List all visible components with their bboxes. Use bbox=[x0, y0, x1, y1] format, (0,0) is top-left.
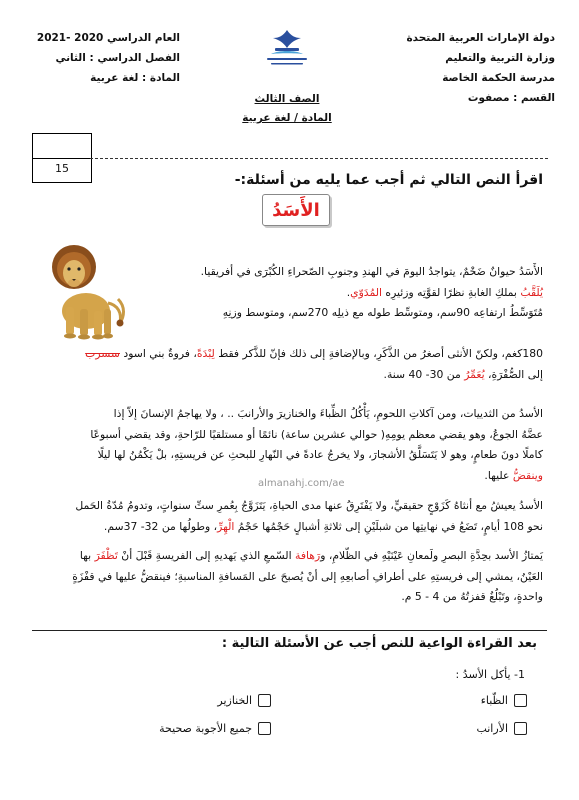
paragraph-1-cont bbox=[28, 344, 543, 385]
p1-line-5-end: من 30- 40 سنة. bbox=[383, 367, 465, 381]
p4-line-1-end: بها bbox=[79, 549, 95, 562]
p1-line-4-mid: ، فروةٌ بني اسود bbox=[119, 347, 197, 360]
option-gazelles-label: الظّباء bbox=[480, 694, 508, 707]
word-yulaqqab: يُلَقَّبُ bbox=[520, 285, 543, 299]
header-subject: المادة : لغة عربية bbox=[90, 72, 180, 84]
word-rahafa: رَهافة bbox=[295, 549, 321, 562]
option-gazelles[interactable] bbox=[481, 694, 527, 707]
header-center bbox=[232, 93, 342, 124]
p4-line-2: العَيْنُ، يمشي إلى فريستِهِ على أطرافِ أصابعِهِ إلى أنْ يُصبحَ على المَسافةِ المناسبةِ؛ فينقضُّ عليها في قفْزَةٍ bbox=[72, 569, 543, 583]
paragraph-1 bbox=[103, 262, 543, 324]
question-1-label: 1- يأكل الأسدُ : bbox=[455, 668, 525, 681]
p1-line-1: الأَسَدُ حيوانٌ ضَخْمٌ، يتواجدُ اليومَ في الهندِ وجنوبِ الصّحراءِ الكُبْرَى في أفريقيا. bbox=[200, 265, 543, 278]
paragraph-3 bbox=[28, 496, 543, 537]
word-mudawwi: المُدَوّي bbox=[350, 285, 382, 299]
header-department: القسم : مصفوت bbox=[467, 92, 555, 104]
reading-instruction: اقرأ النص التالي ثم أجب عما يليه من أسئلة:- bbox=[234, 172, 543, 188]
p2-line-1: الأسدُ من الثدييات، ومن آكلاتِ اللحومِ، يَأْكُلُ الظِّباءَ والخنازيرَ والأرانبَ .. ، ولا يهاجمُ الإنسانَ إلاّ إذا bbox=[113, 407, 543, 420]
header-country: دولة الإمارات العربية المتحدة bbox=[406, 32, 555, 44]
p3-line-2-text: نحو 108 أيامٍ، تَضَعُ في نهايتِها من شبلَيْنِ إلى ثلاثةِ أشبالٍ حَجْمُها حَجْمُ bbox=[234, 519, 543, 533]
header-ministry: وزارة التربية والتعليم bbox=[445, 52, 555, 64]
option-pigs[interactable] bbox=[217, 694, 271, 707]
separator-line bbox=[90, 158, 548, 159]
option-all-correct-label: جميع الأجوبة صحيحة bbox=[159, 722, 252, 735]
paragraph-4 bbox=[28, 546, 543, 608]
p1-line-2-text: بملكِ الغابةِ نظرًا لقوَّتِه وزئيرِه bbox=[382, 285, 521, 299]
watermark: almanahj.com/ae bbox=[258, 478, 345, 489]
passage-title: الأَسَدُ bbox=[262, 194, 330, 226]
p2-line-3: كاملًا دونَ طعامٍ، وهو لا يَتَسَلَّقُ الأشجارَ، ولا يخرجُ عادةً في النّهارِ للبحثِ عن فريستِهِ، بلْ يَكْمُنُ لها ليلًا bbox=[97, 448, 543, 461]
header-right bbox=[406, 32, 555, 104]
word-strikeout: سسرب bbox=[85, 347, 120, 360]
checkbox-icon[interactable] bbox=[514, 722, 527, 735]
ministry-logo-icon bbox=[257, 26, 317, 70]
p2-line-2: عضَّهُ الجوعُ، وهو يقضي معظم يومِهِ( حوالي عشرين ساعة) نائمًا أو مستلقيًا للرّاحةِ، وقد يقضي أسبوعًا bbox=[90, 427, 543, 441]
p4-line-1-text: يَمتازُ الأسد بحِدَّةِ البصرِ ولَمعانِ عَيْنَيْهِ في الظّلامِ، و bbox=[320, 549, 543, 562]
header-left bbox=[36, 32, 180, 84]
option-rabbits[interactable] bbox=[476, 722, 527, 735]
word-yanqadd: وينقضُّ bbox=[512, 468, 543, 482]
score-box bbox=[32, 133, 92, 183]
p4-line-3: واحدةٍ، وتَبْلُغُ قفزتُهُ من 4 - 5 م. bbox=[401, 590, 543, 603]
p3-line-1: الأسدُ يعيشُ مع أنثاهُ كَزَوْجٍ حقيقيٍّ، ولا يَفْتَرِقُ عنها مدى الحياةِ، يَتَزَوَّجُ بِعُمرِ ستِّ سنواتٍ، وتدومُ مُدّةُ الحَمل bbox=[75, 499, 543, 512]
p2-line-4-end: عليها. bbox=[484, 468, 513, 482]
option-pigs-label: الخنازير bbox=[217, 694, 252, 707]
subject-label: المادة / لغة عربية bbox=[242, 112, 332, 124]
option-rabbits-label: الأرانب bbox=[476, 722, 508, 735]
word-tazfar: تَظْفَرَ bbox=[94, 549, 118, 562]
header-school: مدرسة الحكمة الخاصة bbox=[442, 72, 555, 84]
paragraph-2 bbox=[28, 404, 543, 486]
grade-label: الصف الثالث bbox=[254, 93, 320, 105]
questions-heading: بعد القراءة الواعية للنص أجب عن الأسئلة التالية : bbox=[221, 636, 537, 651]
word-libda: لِبْدَةً bbox=[196, 347, 215, 360]
p3-line-2 bbox=[28, 517, 543, 538]
checkbox-icon[interactable] bbox=[258, 694, 271, 707]
p4-line-1-mid: السّمعِ الذي يَهديهِ إلى الفريسةِ قَبْلَ أنْ bbox=[117, 549, 296, 562]
header-semester: الفصل الدراسي : الثاني bbox=[55, 52, 180, 64]
questions-divider bbox=[32, 630, 547, 631]
p1-line-4 bbox=[28, 344, 543, 365]
p1-line-2 bbox=[103, 283, 543, 304]
checkbox-icon[interactable] bbox=[258, 722, 271, 735]
word-yuammir: يُعَمِّرُ bbox=[464, 367, 485, 381]
word-hirr: الْهِرِّ bbox=[217, 519, 235, 533]
p1-line-5 bbox=[28, 365, 543, 386]
score-total: 15 bbox=[55, 162, 69, 175]
p4-line-1 bbox=[28, 546, 543, 567]
checkbox-icon[interactable] bbox=[514, 694, 527, 707]
p1-line-3: مُتَوَسِّطُ ارتفاعِه 90سم، ومتوسِّط طوله مع ذيلِه 270سم، ومتوسط وزنِهِ bbox=[222, 306, 543, 319]
score-divider bbox=[33, 158, 91, 159]
option-all-correct[interactable] bbox=[159, 722, 271, 735]
p1-line-4-text: 180كغم، ولكنّ الأنثى أصغرُ من الذَّكَرِ، وبالإضافةِ إلى ذلك فإنّ للذَّكر فقط bbox=[214, 347, 543, 360]
p1-line-5-text: إلى الصُّفْرَةِ، bbox=[484, 367, 543, 381]
p1-line-2-end: . bbox=[346, 285, 351, 299]
header-academic-year: العام الدراسي 2020 -2021 bbox=[36, 32, 180, 44]
p3-line-2-end: ، وطولُها من 32- 37سم. bbox=[103, 519, 218, 533]
